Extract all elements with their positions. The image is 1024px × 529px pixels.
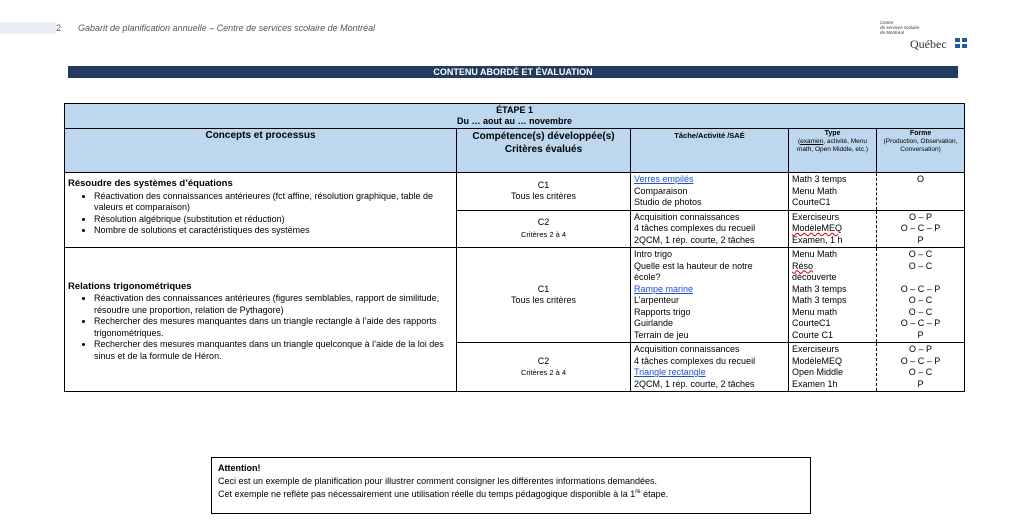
- col-header-type: Type (examen, activité, Menu math, Open Middle, etc.): [789, 129, 877, 173]
- list-item: • Rechercher des mesures manquantes dans un triangle rectangle à l’aide des rapports trigonométriques.: [94, 316, 453, 339]
- section-banner: CONTENU ABORDÉ ET ÉVALUATION: [68, 66, 958, 78]
- task-item: Comparaison: [634, 185, 688, 196]
- task-link[interactable]: Triangle rectangle: [634, 367, 706, 377]
- header-accent-bar: [0, 22, 56, 34]
- attention-line-2: Cet exemple ne reflète pas nécessairement une utilisation réelle du temps pédagogique disponible à la 1re étape.: [218, 489, 669, 499]
- forme-cell: O – C O – C O – C – P O – C O – C O – C – P P: [877, 248, 965, 343]
- concept-cell: [65, 173, 457, 248]
- table-row: [65, 248, 965, 343]
- col-header-competence: Compétence(s) développée(s) Critères évalués: [457, 129, 631, 173]
- type-cell: Menu Math Réso découverte Math 3 temps Math 3 temps Menu math CourteC1 Courte C1: [789, 248, 877, 343]
- col-header-tache: Tâche/Activité /SAÉ: [631, 129, 789, 173]
- type-cell: Math 3 temps Menu Math CourteC1: [789, 173, 877, 211]
- concept-cell: [65, 248, 457, 392]
- col-header-forme: Forme (Production, Observation, Conversation): [877, 129, 965, 173]
- table-row: [65, 173, 965, 211]
- competence-cell: C1 Tous les critères: [457, 248, 631, 343]
- list-item: • Réactivation des connaissances antérieures (figures semblables, rapport de similitude, résoudre une proportion, relation de Pythagore): [94, 293, 453, 316]
- forme-cell: O: [877, 173, 965, 211]
- attention-box: [211, 457, 811, 514]
- list-item: • Nombre de solutions et caractéristiques des systèmes: [94, 225, 453, 237]
- tache-cell: Intro trigo Quelle est la hauteur de notre école? Rampe marine L’arpenteur Rapports trigo Guirlande Terrain de jeu: [631, 248, 789, 343]
- forme-cell: O – P O – C – P P: [877, 210, 965, 248]
- etape-header: [65, 104, 965, 129]
- task-link[interactable]: Verres empilés: [634, 174, 694, 184]
- etape-title: ÉTAPE 1: [496, 105, 533, 115]
- tache-cell: Acquisition connaissances 4 tâches complexes du recueil 2QCM, 1 rép. courte, 2 tâches: [631, 210, 789, 248]
- task-item: Studio de photos: [634, 197, 702, 207]
- attention-line-1: Ceci est un exemple de planification pour illustrer comment consigner les différentes informations demandées.: [218, 476, 658, 486]
- concept-title: Relations trigonométriques: [68, 280, 192, 292]
- attention-title: Attention!: [218, 463, 261, 473]
- page-number: 2: [56, 23, 62, 33]
- document-title: Gabarit de planification annuelle – Centre de services scolaire de Montréal: [78, 23, 376, 33]
- type-cell: Exerciseurs ModèleMEQ Examen, 1 h: [789, 210, 877, 248]
- competence-cell: C2 Critères 2 à 4: [457, 210, 631, 248]
- tache-cell: Acquisition connaissances 4 tâches complexes du recueil Triangle rectangle 2QCM, 1 rép. courte, 2 tâches: [631, 343, 789, 392]
- forme-cell: O – P O – C – P O – C P: [877, 343, 965, 392]
- task-link[interactable]: Rampe marine: [634, 283, 694, 294]
- list-item: • Rechercher des mesures manquantes dans un triangle quelconque à l’aide de la loi des sinus et de la formule de Héron.: [94, 339, 453, 362]
- list-item: • Réactivation des connaissances antérieures (fct affine, résolution graphique, table de valeurs et comparaison): [94, 191, 453, 214]
- concept-title: Résoudre des systèmes d’équations: [68, 178, 233, 189]
- list-item: • Résolution algébrique (substitution et réduction): [94, 214, 453, 226]
- logo-quebec-word: Québec: [910, 37, 947, 51]
- etape-dates: Du … aout au … novembre: [457, 116, 573, 126]
- logo-small-text: Centre de services scolaire de Montréal: [880, 20, 920, 35]
- tache-cell: [631, 173, 789, 211]
- type-cell: Exerciseurs ModèleMEQ Open Middle Examen 1h: [789, 343, 877, 392]
- planning-table: [64, 103, 965, 392]
- quebec-logo: [880, 20, 970, 50]
- competence-cell: C2 Critères 2 à 4: [457, 343, 631, 392]
- quebec-flag-icon: [955, 38, 967, 48]
- competence-cell: C1 Tous les critères: [457, 173, 631, 211]
- col-header-concepts: Concepts et processus: [65, 129, 457, 173]
